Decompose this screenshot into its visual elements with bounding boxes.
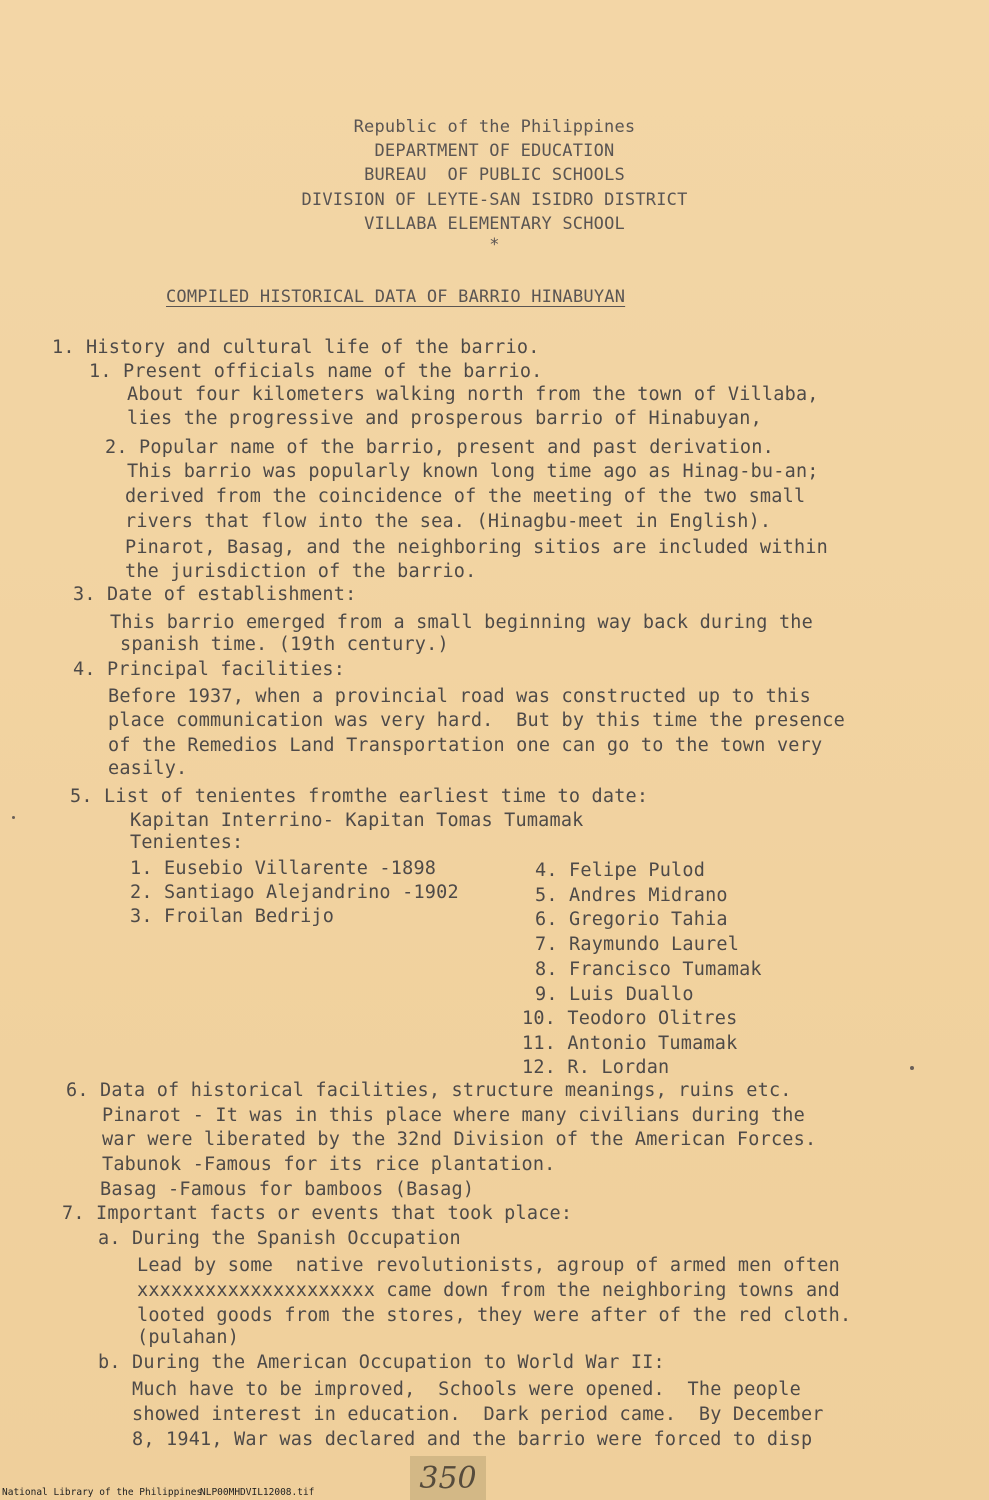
teniente-item: 9. Luis Duallo (535, 984, 694, 1005)
footer-filename: NLP00MHDVIL12008.tif (200, 1487, 315, 1498)
teniente-item: 12. R. Lordan (522, 1057, 670, 1078)
teniente-item: 5. Andres Midrano (535, 885, 728, 906)
header-republic: Republic of the Philippines (353, 117, 636, 137)
teniente-item: 4. Felipe Pulod (535, 860, 706, 881)
body-line: place communication was very hard. But by this time the presence (108, 710, 845, 731)
footer-library: National Library of the Philippines (2, 1487, 203, 1498)
teniente-item: 11. Antonio Tumamak (522, 1033, 738, 1054)
teniente-item: 2. Santiago Alejandrino -1902 (130, 882, 459, 903)
body-line: Lead by some native revolutionists, agroup of armed men often (137, 1255, 840, 1276)
body-line: rivers that flow into the sea. (Hinagbu-meet in English). (125, 511, 772, 532)
teniente-item: 6. Gregorio Tahia (535, 909, 728, 930)
body-line: 2. Popular name of the barrio, present and past derivation. (105, 437, 774, 458)
body-line: 6. Data of historical facilities, structure meanings, ruins etc. (66, 1080, 792, 1101)
body-line: showed interest in education. Dark period came. By December (132, 1404, 824, 1425)
body-line: Tabunok -Famous for its rice plantation. (102, 1154, 556, 1175)
header-division: DIVISION OF LEYTE-SAN ISIDRO DISTRICT (301, 190, 688, 210)
header-school: VILLABA ELEMENTARY SCHOOL (364, 214, 625, 234)
body-line: Basag -Famous for bamboos (Basag) (100, 1179, 475, 1200)
body-line: (pulahan) (137, 1327, 240, 1348)
body-line: b. During the American Occupation to World War II: (98, 1352, 665, 1373)
body-line: About four kilometers walking north from the town of Villaba, (127, 384, 819, 405)
body-line: 5. List of tenientes fromthe earliest time to date: (70, 786, 649, 807)
teniente-item: 7. Raymundo Laurel (535, 934, 740, 955)
header-bureau: BUREAU OF PUBLIC SCHOOLS (364, 165, 625, 185)
body-line: a. During the Spanish Occupation (98, 1228, 461, 1249)
body-line: 1. History and cultural life of the barrio. (52, 337, 540, 358)
body-line: Before 1937, when a provincial road was constructed up to this (108, 686, 811, 707)
body-line: This barrio was popularly known long time ago as Hinag-bu-an; (127, 461, 819, 482)
body-line: lies the progressive and prosperous barrio of Hinabuyan, (127, 408, 762, 429)
body-line: spanish time. (19th century.) (120, 634, 449, 655)
body-line: war were liberated by the 32nd Division of the American Forces. (102, 1129, 817, 1150)
body-line: xxxxxxxxxxxxxxxxxxxxx came down from the neighboring towns and (137, 1280, 840, 1301)
header-department: DEPARTMENT OF EDUCATION (374, 141, 615, 161)
body-line: Pinarot, Basag, and the neighboring sitios are included within (125, 537, 828, 558)
teniente-item: 10. Teodoro Olitres (522, 1008, 738, 1029)
header-star: * (489, 235, 500, 255)
body-line: This barrio emerged from a small beginning way back during the (110, 612, 813, 633)
body-line: 4. Principal facilities: (73, 659, 346, 680)
body-line: the jurisdiction of the barrio. (125, 561, 477, 582)
body-line: 3. Date of establishment: (73, 584, 357, 605)
body-line: Kapitan Interrino- Kapitan Tomas Tumamak (130, 810, 584, 831)
body-line: easily. (108, 758, 188, 779)
scan-mark (910, 1066, 914, 1070)
body-line: derived from the coincidence of the meeting of the two small (125, 486, 806, 507)
body-line: Much have to be improved, Schools were opened. The people (132, 1379, 801, 1400)
teniente-item: 8. Francisco Tumamak (535, 959, 762, 980)
body-line: Tenientes: (130, 832, 244, 853)
page-number-stamp: 350 (410, 1456, 486, 1500)
body-line: 1. Present officials name of the barrio. (89, 361, 543, 382)
body-line: Pinarot - It was in this place where many civilians during the (102, 1105, 805, 1126)
document-title: COMPILED HISTORICAL DATA OF BARRIO HINABUYAN (166, 287, 626, 307)
body-line: looted goods from the stores, they were after of the red cloth. (137, 1305, 852, 1326)
body-line: 7. Important facts or events that took place: (62, 1203, 573, 1224)
teniente-item: 1. Eusebio Villarente -1898 (130, 858, 437, 879)
body-line: of the Remedios Land Transportation one can go to the town very (108, 735, 823, 756)
body-line: 8, 1941, War was declared and the barrio were forced to disp (132, 1429, 813, 1450)
scan-mark (12, 816, 15, 819)
teniente-item: 3. Froilan Bedrijo (130, 906, 335, 927)
